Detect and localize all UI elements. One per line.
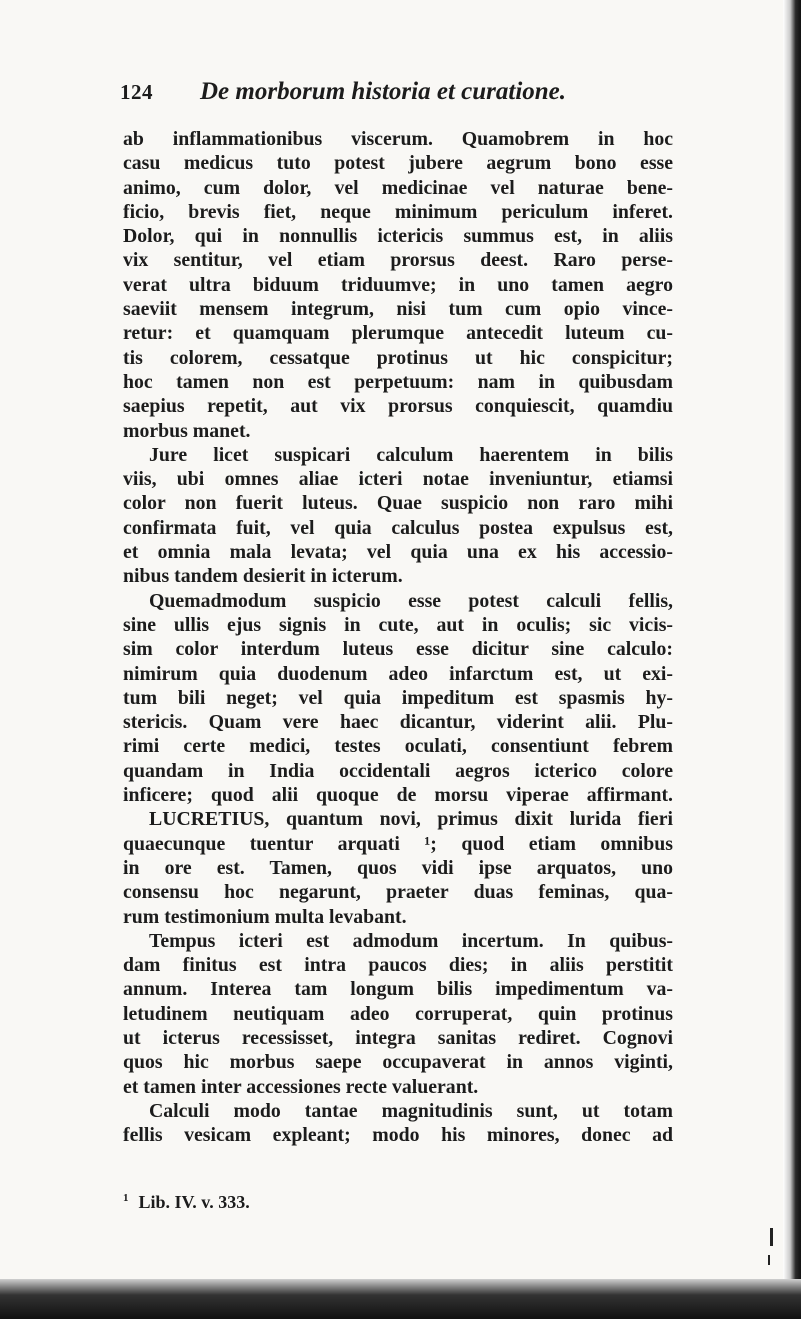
text-line: ab inflammationibus viscerum. Quamobrem in hoc	[123, 128, 673, 150]
text-line: fellis vesicam expleant; modo his minores, donec ad	[123, 1124, 673, 1147]
text-line: rum testimonium multa levabant.	[123, 905, 407, 928]
margin-mark	[770, 1228, 773, 1246]
text-line: hoc tamen non est perpetuum: nam in quibusdam	[123, 370, 673, 393]
text-line: viis, ubi omnes aliae icteri notae inveniuntur, etiamsi	[123, 468, 673, 491]
running-title: De morborum historia et curatione.	[200, 78, 567, 105]
text-line: quos hic morbus saepe occupaverat in annos viginti,	[123, 1051, 673, 1074]
text-line: nimirum quia duodenum adeo infarctum est, ut exi-	[123, 662, 673, 685]
text-line: inficere; quod alii quoque de morsu viperae affirmant.	[123, 784, 673, 807]
text-line: rimi certe medici, testes oculati, consentiunt febrem	[123, 735, 673, 758]
text-line: ficio, brevis fiet, neque minimum periculum inferet.	[123, 200, 673, 223]
text-line: et omnia mala levata; vel quia una ex his accessio-	[123, 541, 673, 564]
text-line: saepius repetit, aut vix prorsus conquiescit, quamdiu	[123, 395, 673, 418]
footnote-marker: 1	[123, 1192, 129, 1204]
text-line: consensu hoc negarunt, praeter duas feminas, qua-	[123, 881, 673, 904]
text-line: annum. Interea tam longum bilis impedimentum va-	[123, 978, 673, 1001]
text-line: Quemadmodum suspicio esse potest calculi fellis,	[149, 589, 673, 612]
footnote-text: Lib. IV. v. 333.	[138, 1192, 250, 1212]
text-line: sine ullis ejus signis in cute, aut in oculis; sic vicis-	[123, 613, 673, 636]
text-line: in ore est. Tamen, quos vidi ipse arquatos, uno	[123, 856, 673, 879]
text-line: verat ultra biduum triduumve; in uno tamen aegro	[123, 273, 673, 296]
margin-mark	[768, 1255, 776, 1265]
text-line: dam finitus est intra paucos dies; in aliis perstitit	[123, 954, 673, 977]
text-line: ut icterus recessisset, integra sanitas rediret. Cognovi	[123, 1026, 673, 1049]
text-line: casu medicus tuto potest jubere aegrum bono esse	[123, 152, 673, 175]
text-line: LUCRETIUS, quantum novi, primus dixit lurida fieri	[149, 808, 673, 831]
text-line: animo, cum dolor, vel medicinae vel naturae bene-	[123, 176, 673, 199]
text-line: quaecunque tuentur arquati ¹; quod etiam omnibus	[123, 832, 673, 855]
text-line: Dolor, qui in nonnullis ictericis summus est, in aliis	[123, 225, 673, 248]
text-line: tis colorem, cessatque protinus ut hic conspicitur;	[123, 346, 673, 369]
text-line: vix sentitur, vel etiam prorsus deest. Raro perse-	[123, 249, 673, 272]
text-line: morbus manet.	[123, 419, 251, 442]
text-line: confirmata fuit, vel quia calculus postea expulsus est,	[123, 516, 673, 539]
text-line: stericis. Quam vere haec dicantur, viderint alii. Plu-	[123, 711, 673, 734]
text-line: Tempus icteri est admodum incertum. In quibus-	[149, 929, 673, 952]
scan-bottom-edge	[0, 1279, 801, 1319]
text-line: nibus tandem desierit in icterum.	[123, 565, 403, 588]
text-line: sim color interdum luteus esse dicitur sine calculo:	[123, 638, 673, 661]
page-edge-shadow	[783, 0, 801, 1319]
text-line: saeviit mensem integrum, nisi tum cum opio vince-	[123, 298, 673, 321]
text-line: retur: et quamquam plerumque antecedit luteum cu-	[123, 322, 673, 345]
footnote	[123, 1192, 673, 1213]
page-number: 124	[120, 80, 153, 104]
text-line: tum bili neget; vel quia impeditum est spasmis hy-	[123, 686, 673, 709]
text-line: color non fuerit luteus. Quae suspicio non raro mihi	[123, 492, 673, 515]
text-line: quandam in India occidentali aegros icterico colore	[123, 759, 673, 782]
body-text	[123, 127, 673, 1147]
text-line: et tamen inter accessiones recte valuerant.	[123, 1075, 479, 1098]
text-line: letudinem neutiquam adeo corruperat, quin protinus	[123, 1002, 673, 1025]
text-line: Jure licet suspicari calculum haerentem in bilis	[149, 443, 673, 466]
text-line: Calculi modo tantae magnitudinis sunt, ut totam	[149, 1099, 673, 1122]
page-header	[120, 80, 680, 120]
